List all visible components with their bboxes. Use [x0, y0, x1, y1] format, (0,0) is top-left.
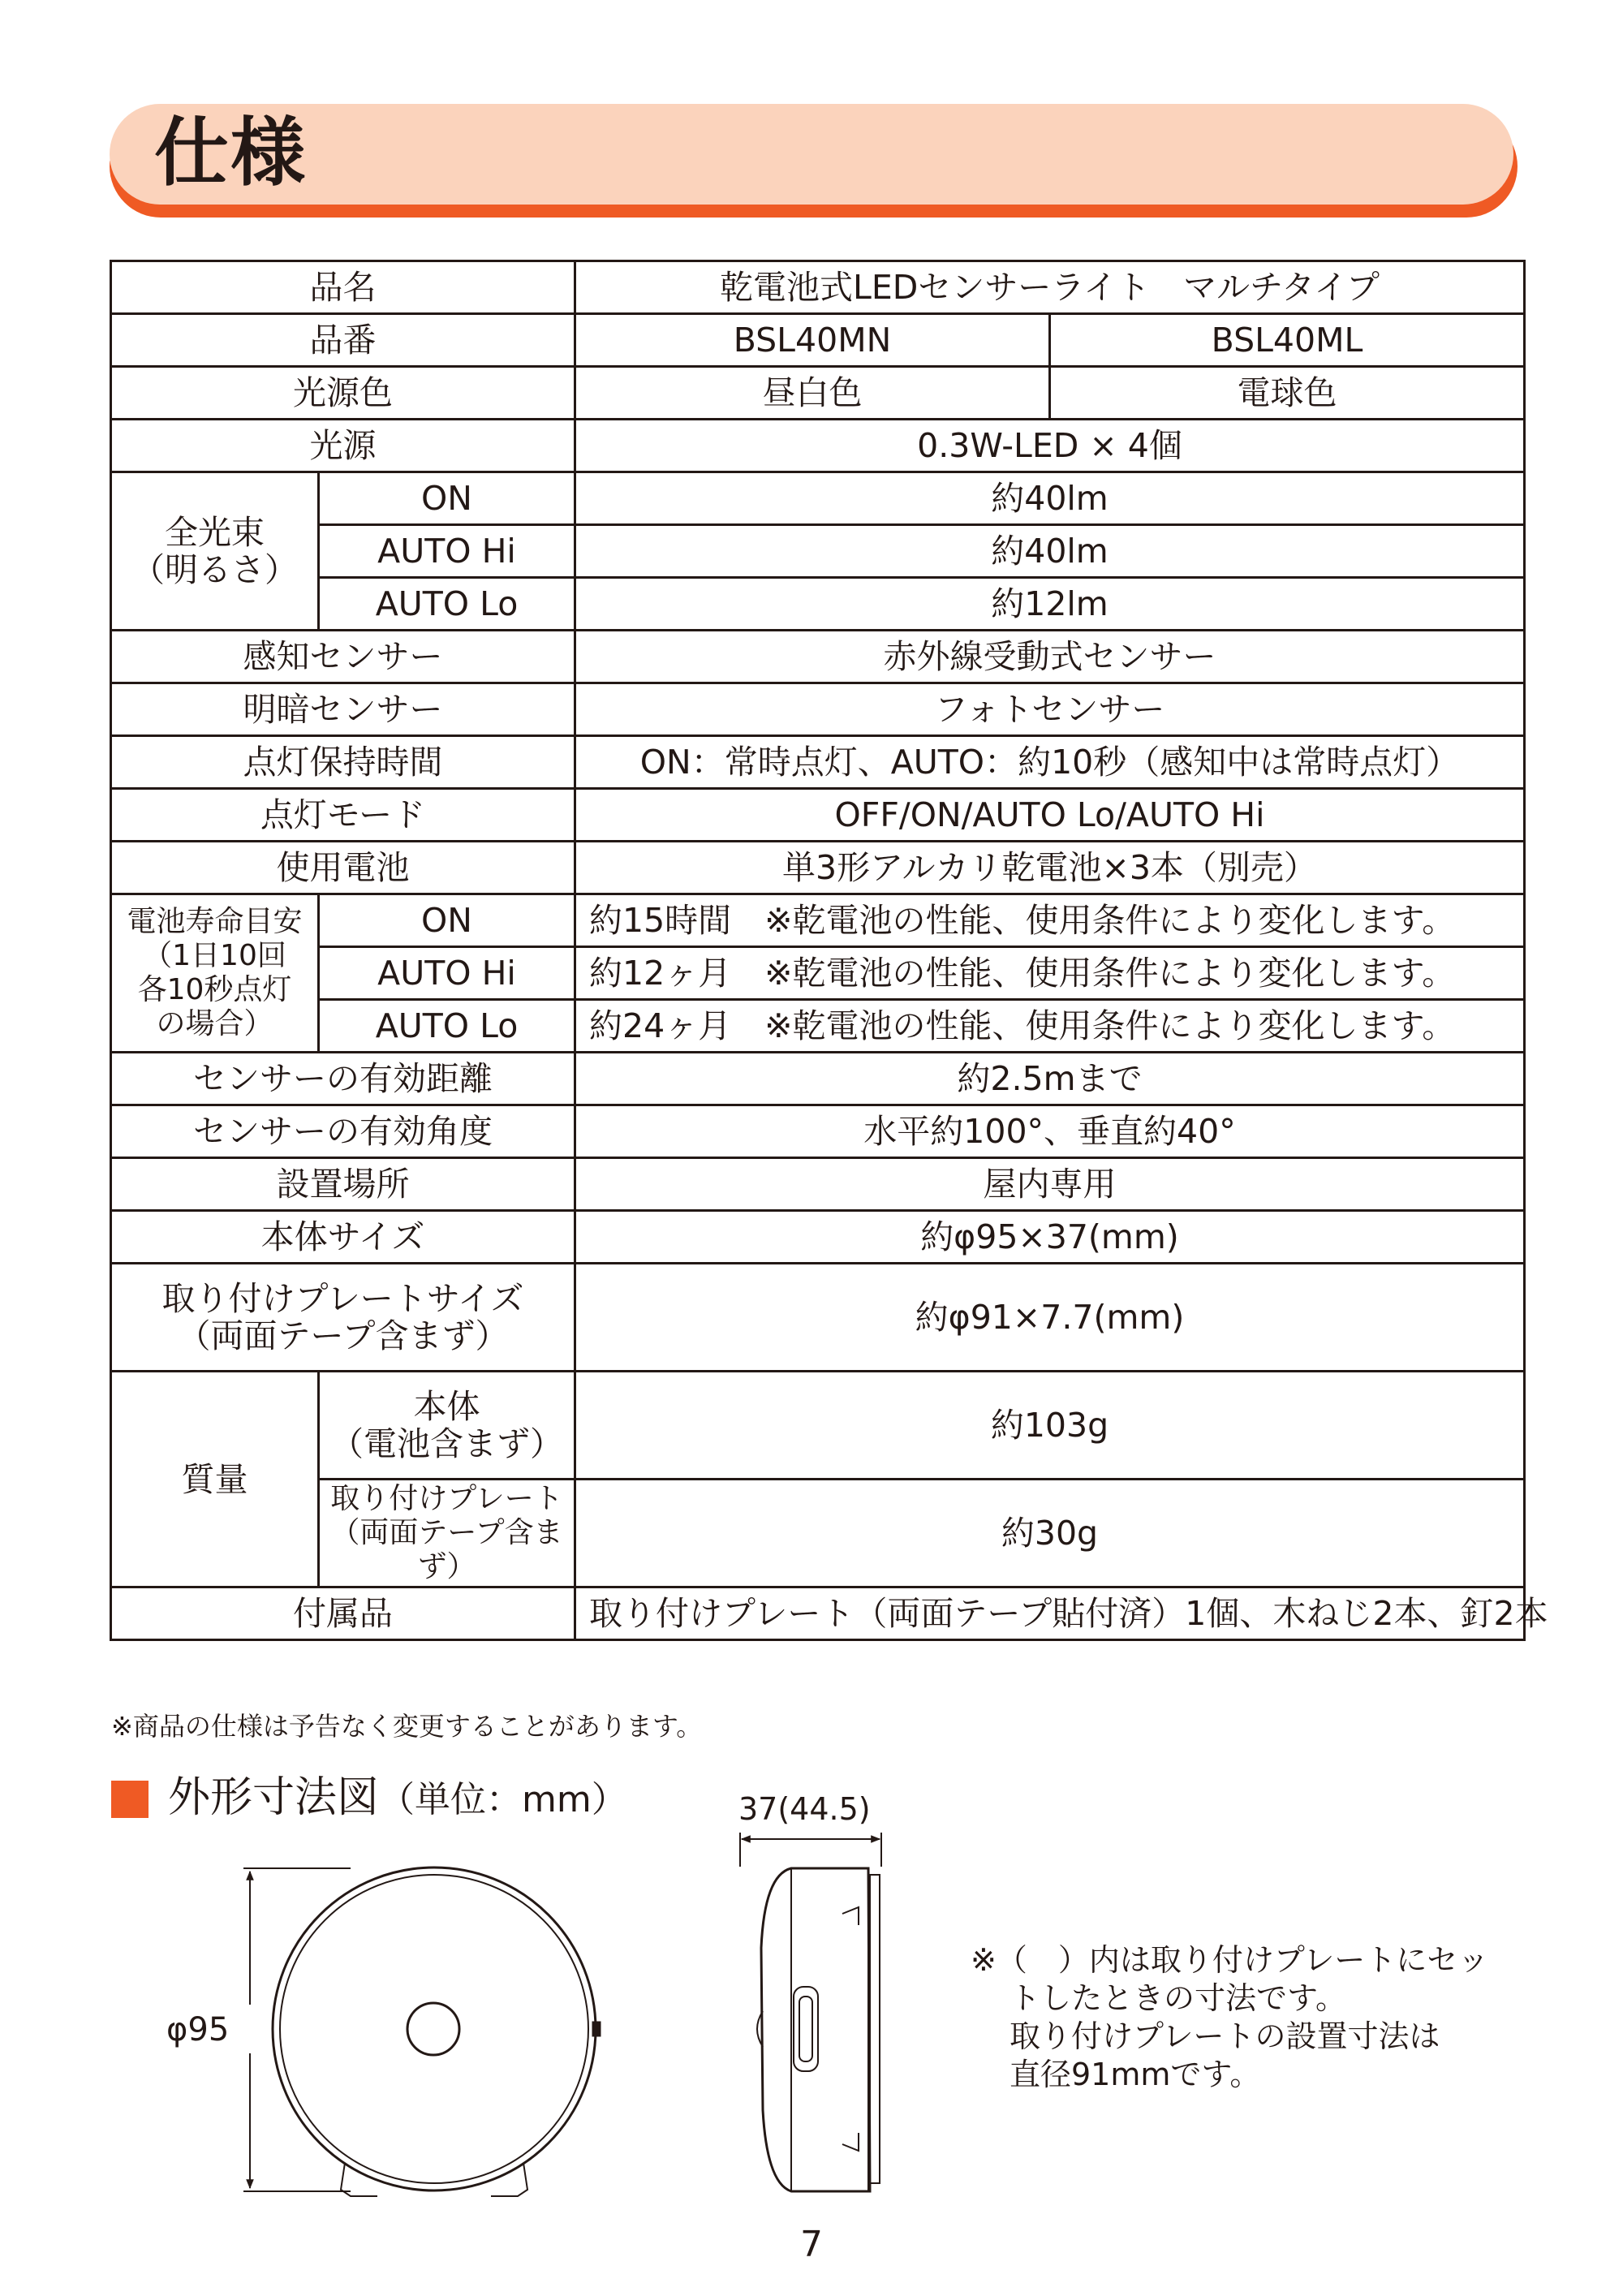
label-shitsuryou-hontai-line2: （電池含まず）: [330, 1424, 563, 1463]
front-side-tab: [593, 2022, 600, 2035]
value-shitsuryou-plate: 約30g: [575, 1480, 1525, 1587]
value-zenkousoku-on: 約40lm: [575, 472, 1525, 525]
page-title: 仕様: [154, 110, 308, 196]
value-kougen-iro-ml: 電球色: [1050, 367, 1525, 420]
label-hinban: 品番: [111, 314, 575, 367]
value-denchi-autolo: 約24ヶ月 ※乾電池の性能、使用条件により変化します。: [575, 1000, 1525, 1053]
value-hinban-mn: BSL40MN: [575, 314, 1050, 367]
page-number: 7: [800, 2224, 823, 2265]
front-right-foot: [491, 2163, 527, 2196]
label-hontai-size: 本体サイズ: [111, 1211, 575, 1264]
value-zenkousoku-autolo: 約12lm: [575, 578, 1525, 631]
value-fuzokuhin: 取り付けプレート（両面テープ貼付済）1個、木ねじ2本、釘2本: [575, 1587, 1525, 1640]
label-kougen-iro: 光源色: [111, 367, 575, 420]
value-denchi-on: 約15時間 ※乾電池の性能、使用条件により変化します。: [575, 894, 1525, 947]
label-shiyou-denchi: 使用電池: [111, 842, 575, 894]
mode-switch-outline: [794, 1987, 818, 2071]
label-shitsuryou-plate-line2: （両面テープ含まず）: [330, 1516, 563, 1583]
diameter-dimension-label: φ95: [166, 2011, 230, 2048]
mode-denchi-autohi: AUTO Hi: [319, 947, 575, 1000]
value-kougen: 0.3W-LED × 4個: [575, 420, 1525, 472]
value-plate-size: 約φ91×7.7(mm): [575, 1264, 1525, 1372]
label-plate-size-line2: （両面テープ含まず）: [177, 1316, 509, 1355]
front-outer-circle: [273, 1867, 596, 2190]
value-zenkousoku-autohi: 約40lm: [575, 525, 1525, 578]
label-secchi-basho: 設置場所: [111, 1158, 575, 1211]
value-hinmei: 乾電池式LEDセンサーライト マルチタイプ: [575, 261, 1525, 314]
dimension-note: [971, 1941, 1488, 2094]
front-inner-circle: [280, 1875, 588, 2183]
value-shiyou-denchi: 単3形アルカリ乾電池×3本（別売）: [575, 842, 1525, 894]
label-kougen: 光源: [111, 420, 575, 472]
front-view: [243, 1867, 600, 2196]
width-dimension-label: 37(44.5): [738, 1791, 871, 1827]
side-clip-top: [842, 1907, 859, 1925]
label-tentou-mode: 点灯モード: [111, 789, 575, 842]
value-kanchi-sensor: 赤外線受動式センサー: [575, 631, 1525, 683]
dimension-note-line2: トしたときの寸法です。: [1010, 1980, 1346, 2016]
label-denchi-line4: の場合）: [156, 1007, 273, 1040]
value-hinban-ml: BSL40ML: [1050, 314, 1525, 367]
label-yuukou-kyori: センサーの有効距離: [111, 1053, 575, 1105]
label-tentou-jikan: 点灯保持時間: [111, 736, 575, 789]
label-kanchi-sensor: 感知センサー: [111, 631, 575, 683]
mode-denchi-on: ON: [319, 894, 575, 947]
label-denchi-line2: （1日10回: [143, 939, 286, 972]
mode-zenkousoku-autolo: AUTO Lo: [319, 578, 575, 631]
value-shitsuryou-hontai: 約103g: [575, 1372, 1525, 1480]
label-shitsuryou: 質量: [111, 1372, 319, 1587]
dimension-note-line4: 直径91mmです。: [1010, 2057, 1261, 2092]
label-hinmei: 品名: [111, 261, 575, 314]
label-denchi-line1: 電池寿命目安: [127, 905, 303, 938]
mode-denchi-autolo: AUTO Lo: [319, 1000, 575, 1053]
label-yuukou-kakudo: センサーの有効角度: [111, 1105, 575, 1158]
value-tentou-jikan: ON：常時点灯、AUTO：約10秒（感知中は常時点灯）: [575, 736, 1525, 789]
label-fuzokuhin: 付属品: [111, 1587, 575, 1640]
sensor-lens-circle: [407, 2003, 459, 2055]
label-shitsuryou-hontai-line1: 本体: [413, 1387, 480, 1426]
side-mount-plate: [870, 1875, 880, 2183]
dimension-note-line3: 取り付けプレートの設置寸法は: [1010, 2018, 1440, 2054]
value-yuukou-kyori: 約2.5mまで: [575, 1053, 1525, 1105]
dimension-unit: （単位：mm）: [379, 1779, 627, 1820]
side-view: [740, 1833, 881, 2191]
mode-zenkousoku-on: ON: [319, 472, 575, 525]
value-tentou-mode: OFF/ON/AUTO Lo/AUTO Hi: [575, 789, 1525, 842]
label-denchi-line3: 各10秒点灯: [137, 973, 292, 1006]
label-zenkousoku-line1: 全光束: [165, 513, 265, 552]
value-denchi-autohi: 約12ヶ月 ※乾電池の性能、使用条件により変化します。: [575, 947, 1525, 1000]
label-shitsuryou-plate-line1: 取り付けプレート: [330, 1482, 563, 1515]
label-zenkousoku-line2: （明るさ）: [131, 550, 298, 589]
value-secchi-basho: 屋内専用: [575, 1158, 1525, 1211]
value-hontai-size: 約φ95×37(mm): [575, 1211, 1525, 1264]
side-body-outline: [761, 1868, 870, 2191]
value-kougen-iro-mn: 昼白色: [575, 367, 1050, 420]
label-plate-size-line1: 取り付けプレートサイズ: [161, 1279, 524, 1318]
dimension-title-text: 外形寸法図: [168, 1773, 380, 1822]
value-meian-sensor: フォトセンサー: [575, 683, 1525, 736]
dimension-note-line1: ※（ ）内は取り付けプレートにセッ: [971, 1942, 1489, 1978]
value-yuukou-kakudo: 水平約100°、垂直約40°: [575, 1105, 1525, 1158]
side-clip-bottom: [842, 2133, 859, 2151]
label-meian-sensor: 明暗センサー: [111, 683, 575, 736]
mode-switch-slot: [799, 1997, 812, 2061]
spec-footnote: ※商品の仕様は予告なく変更することがあります。: [111, 1711, 703, 1742]
mode-zenkousoku-autohi: AUTO Hi: [319, 525, 575, 578]
